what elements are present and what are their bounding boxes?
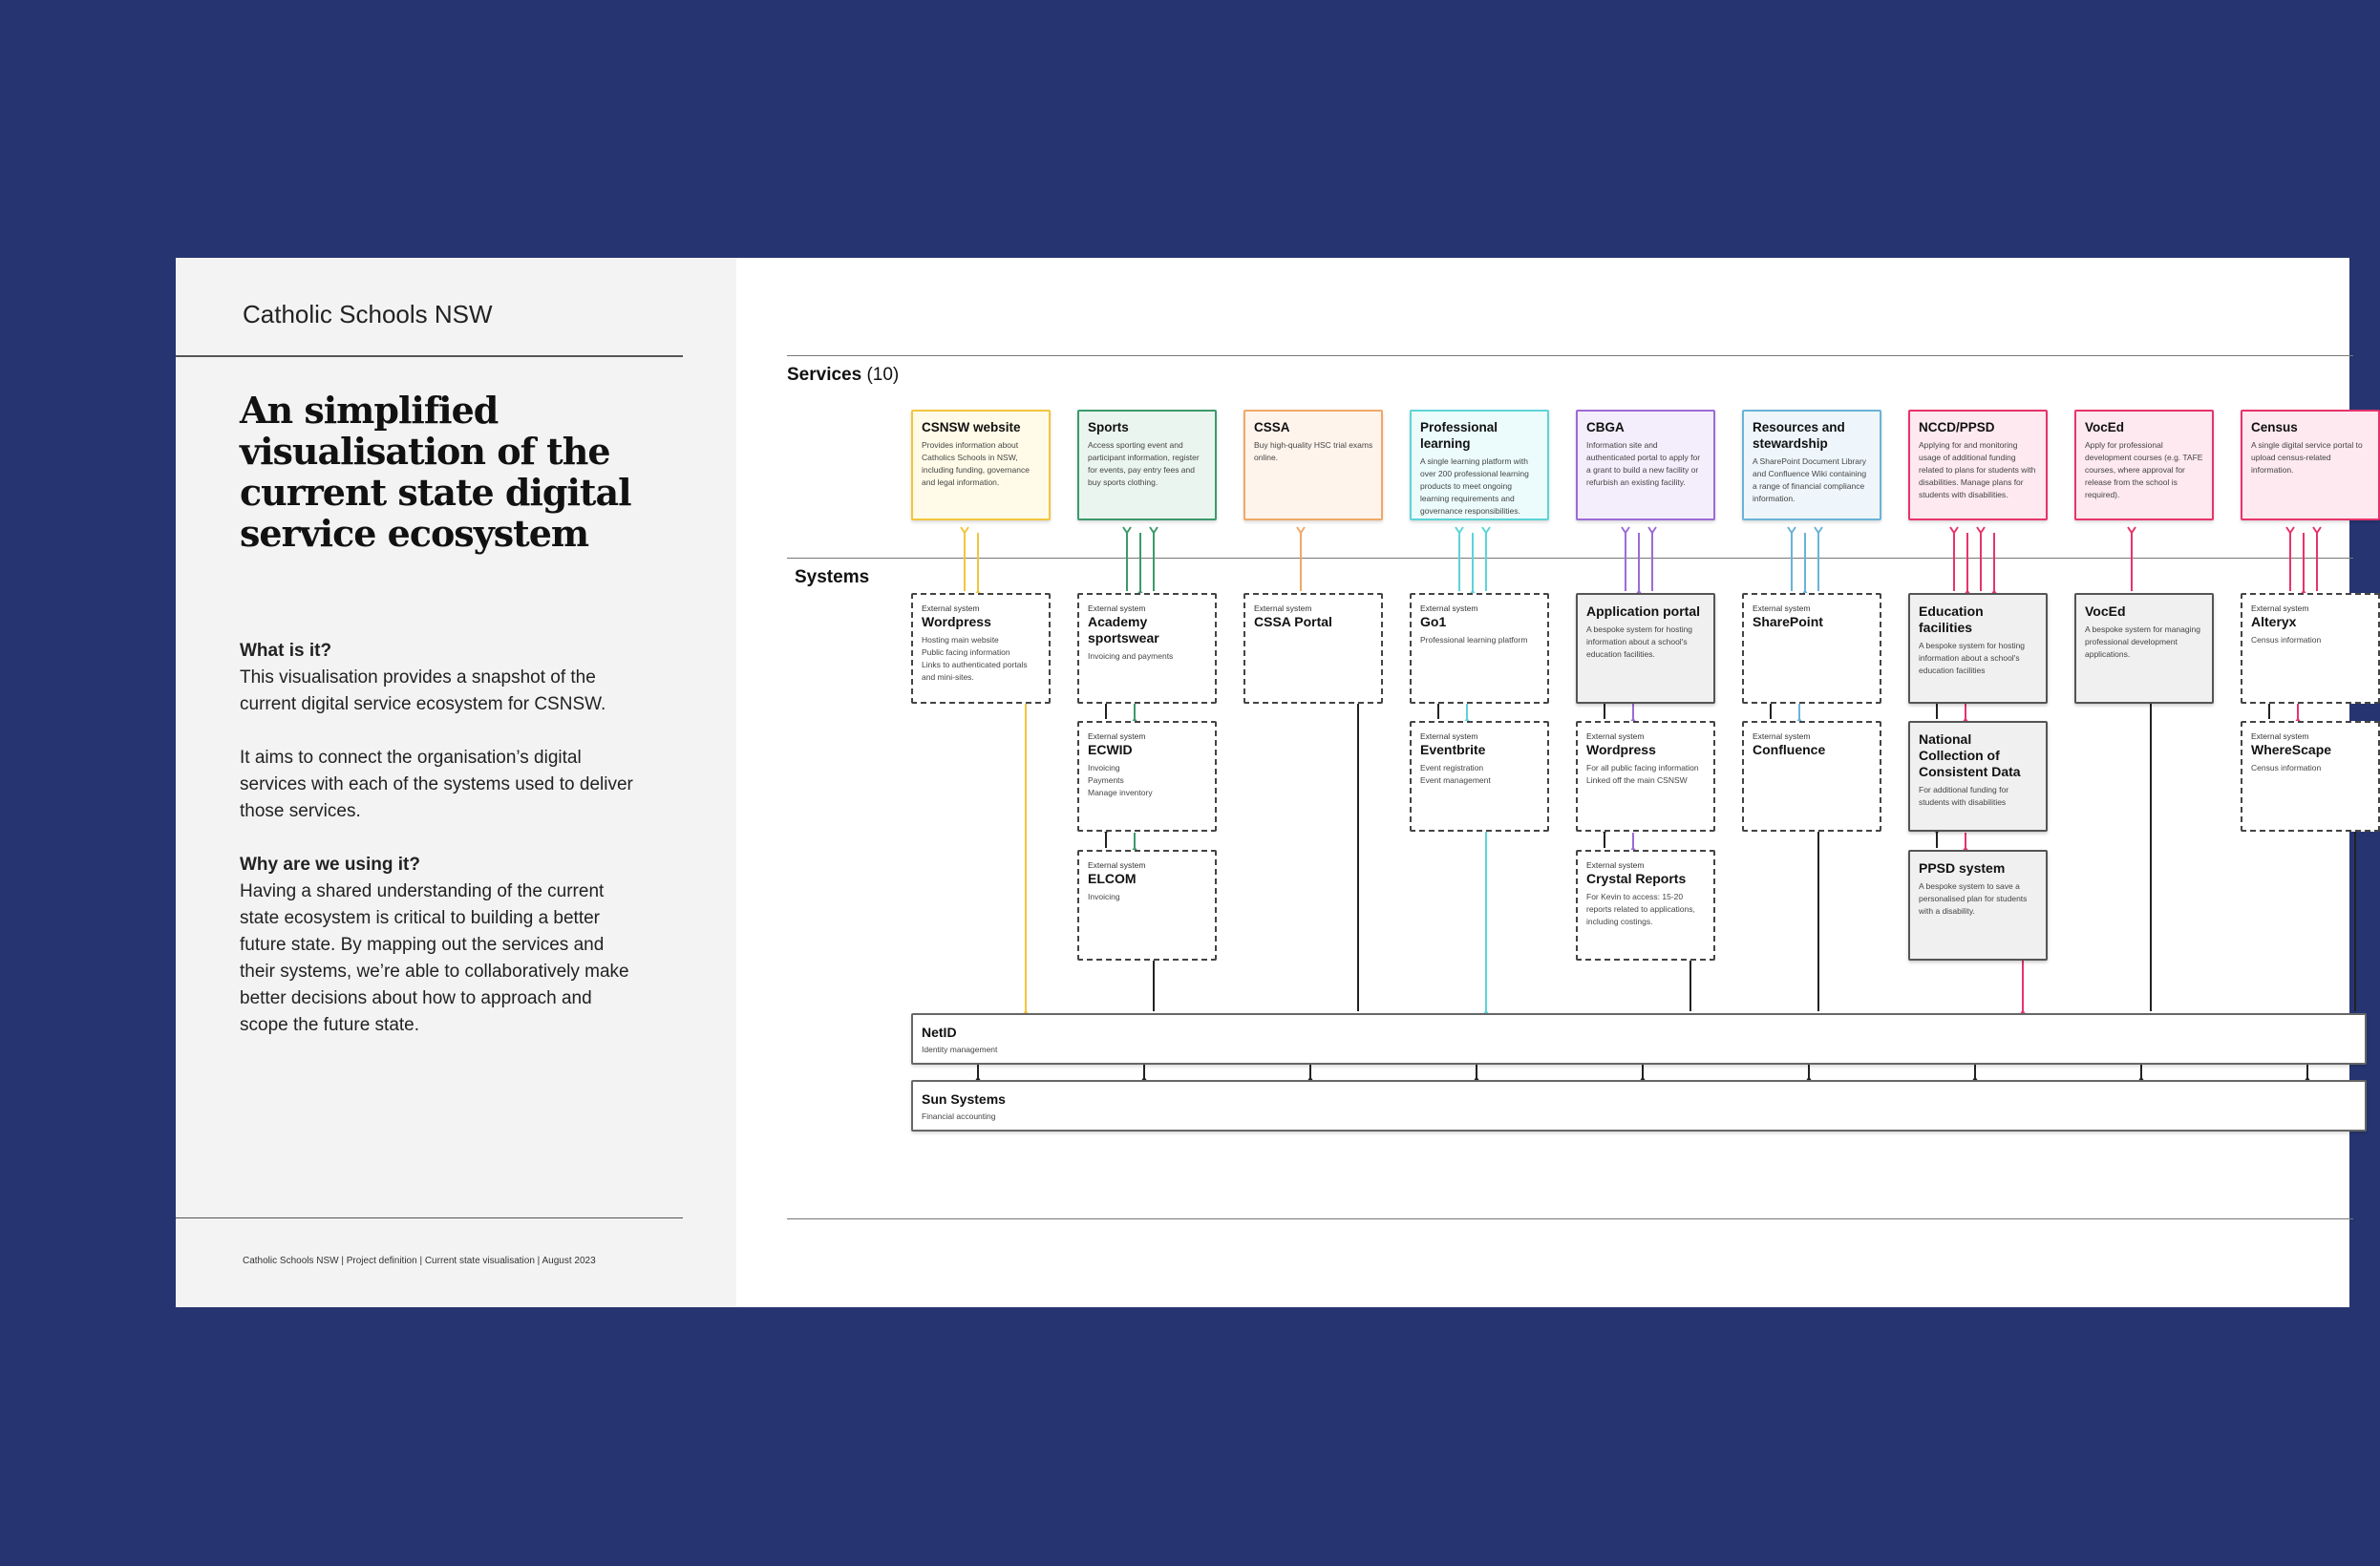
service-desc: Access sporting event and participant information, register for events, pay entry fees and buy sports clothing. bbox=[1088, 440, 1200, 487]
slide bbox=[176, 258, 2363, 1307]
service-title: CBGA bbox=[1586, 420, 1625, 434]
service-desc: Apply for professional development courses (e.g. TAFE courses, where approval for release from the school is required). bbox=[2085, 440, 2203, 499]
system-desc: For all public facing information Linked off the main CSNSW bbox=[1586, 763, 1699, 785]
service-desc: A SharePoint Document Library and Confluence Wiki containing a range of financial compliance information. bbox=[1753, 456, 1867, 503]
service-card[interactable] bbox=[911, 410, 1051, 520]
shared-title: NetID bbox=[922, 1025, 957, 1040]
services-count: (10) bbox=[866, 365, 900, 385]
system-title: Application portal bbox=[1586, 603, 1700, 619]
arrow-head bbox=[1456, 527, 1463, 533]
system-title: Eventbrite bbox=[1420, 742, 1486, 757]
divider bbox=[787, 1218, 2353, 1219]
system-desc: Invoicing bbox=[1088, 892, 1120, 901]
system-card[interactable] bbox=[1576, 593, 1715, 704]
system-tag: External system bbox=[1088, 860, 1146, 870]
system-title: SharePoint bbox=[1753, 614, 1823, 629]
system-tag: External system bbox=[1420, 731, 1478, 741]
system-desc: Invoicing Payments Manage inventory bbox=[1088, 763, 1153, 797]
arrow-head bbox=[1297, 527, 1305, 533]
system-card[interactable] bbox=[1410, 593, 1549, 704]
why-heading: Why are we using it? bbox=[240, 855, 420, 875]
system-desc: For Kevin to access: 15-20 reports related to applications, including costings. bbox=[1586, 892, 1695, 926]
system-desc: A bespoke system for managing professional development applications. bbox=[2085, 624, 2200, 659]
system-card[interactable] bbox=[2241, 721, 2380, 832]
system-tag: External system bbox=[1420, 603, 1478, 613]
system-title: Education facilities bbox=[1919, 603, 1984, 635]
system-card[interactable] bbox=[1243, 593, 1383, 704]
system-card[interactable] bbox=[1576, 850, 1715, 961]
system-card[interactable] bbox=[1576, 721, 1715, 832]
why-p1: Having a shared understanding of the current state ecosystem is critical to building a better future state. By mapping out the services and their systems, we’re able to collaboratively make better decisions about how to approach and scope the future state. bbox=[240, 881, 629, 1035]
system-card[interactable] bbox=[1908, 721, 2048, 832]
divider bbox=[176, 355, 683, 357]
arrow-head bbox=[1123, 527, 1131, 533]
system-title: Wordpress bbox=[922, 614, 991, 629]
system-desc: Census information bbox=[2251, 635, 2322, 645]
services-label-text: Services bbox=[787, 365, 862, 385]
divider bbox=[787, 558, 2353, 559]
service-card[interactable] bbox=[1243, 410, 1383, 520]
system-card[interactable] bbox=[2241, 593, 2380, 704]
system-card[interactable] bbox=[1908, 593, 2048, 704]
system-tag: External system bbox=[1586, 731, 1645, 741]
system-title: ECWID bbox=[1088, 742, 1133, 757]
system-title: Academy sportswear bbox=[1088, 614, 1159, 645]
divider bbox=[787, 355, 2353, 356]
footer: Catholic Schools NSW | Project definition | Current state visualisation | August 2023 bbox=[243, 1256, 596, 1266]
system-desc: A bespoke system for hosting information about a school's education facilities. bbox=[1586, 624, 1693, 659]
systems-label: Systems bbox=[795, 567, 870, 587]
system-desc: Census information bbox=[2251, 763, 2322, 772]
service-title: CSSA bbox=[1254, 420, 1290, 434]
arrow-head bbox=[1950, 527, 1958, 533]
system-title: Alteryx bbox=[2251, 614, 2297, 629]
service-card[interactable] bbox=[1410, 410, 1549, 520]
what-p1: This visualisation provides a snapshot of the current digital service ecosystem for CSNSW. bbox=[240, 667, 606, 714]
system-title: CSSA Portal bbox=[1254, 614, 1332, 629]
arrow-head bbox=[1815, 527, 1822, 533]
what-section bbox=[240, 638, 641, 1066]
system-tag: External system bbox=[1753, 731, 1811, 741]
service-title: Sports bbox=[1088, 420, 1129, 434]
system-title: PPSD system bbox=[1919, 860, 2006, 876]
system-tag: External system bbox=[1254, 603, 1312, 613]
system-card[interactable] bbox=[1077, 850, 1217, 961]
brand: Catholic Schools NSW bbox=[243, 300, 493, 328]
arrow-head bbox=[1648, 527, 1656, 533]
service-title: NCCD/PPSD bbox=[1919, 420, 1995, 434]
system-title: Confluence bbox=[1753, 742, 1826, 757]
system-card[interactable] bbox=[1742, 721, 1881, 832]
system-card[interactable] bbox=[1410, 721, 1549, 832]
service-title: Professional learning bbox=[1420, 420, 1498, 451]
arrow-head bbox=[1977, 527, 1985, 533]
shared-title: Sun Systems bbox=[922, 1091, 1006, 1107]
arrow-head bbox=[961, 527, 968, 533]
system-desc: Invoicing and payments bbox=[1088, 651, 1174, 661]
shared-system-sun bbox=[911, 1080, 2367, 1132]
system-title: WhereScape bbox=[2251, 742, 2332, 757]
service-title: VocEd bbox=[2085, 420, 2125, 434]
service-desc: Buy high-quality HSC trial exams online. bbox=[1254, 440, 1373, 462]
system-card[interactable] bbox=[1742, 593, 1881, 704]
system-title: Wordpress bbox=[1586, 742, 1656, 757]
system-title: Go1 bbox=[1420, 614, 1447, 629]
system-tag: External system bbox=[2251, 731, 2309, 741]
system-desc: Event registration Event management bbox=[1420, 763, 1491, 785]
service-title: Resources and stewardship bbox=[1753, 420, 1845, 451]
service-desc: A single digital service portal to upload census-related information. bbox=[2251, 440, 2363, 475]
system-card[interactable] bbox=[1908, 850, 2048, 961]
arrow-head bbox=[1482, 527, 1490, 533]
system-tag: External system bbox=[1088, 603, 1146, 613]
what-p2: It aims to connect the organisation’s digital services with each of the systems used to deliver those services. bbox=[240, 748, 633, 821]
arrow-head bbox=[2313, 527, 2321, 533]
system-card[interactable] bbox=[2074, 593, 2214, 704]
system-tag: External system bbox=[2251, 603, 2309, 613]
system-desc: A bespoke system to save a personalised plan for students with a disability. bbox=[1919, 881, 2028, 916]
shared-system-netid bbox=[911, 1013, 2367, 1065]
system-title: National Collection of Consistent Data bbox=[1919, 731, 2021, 779]
shared-desc: Identity management bbox=[922, 1045, 998, 1054]
service-desc: A single learning platform with over 200 professional learning products to meet ongoing learning requirements and governance responsibilities. bbox=[1420, 456, 1529, 516]
system-desc: Hosting main website Public facing information Links to authenticated portals and mini-sites. bbox=[922, 635, 1028, 682]
system-desc: For additional funding for students with disabilities bbox=[1919, 785, 2009, 807]
system-tag: External system bbox=[1586, 860, 1645, 870]
arrow-head bbox=[2286, 527, 2294, 533]
page-title: An simplified visualisation of the current state digital service ecosystem bbox=[240, 389, 631, 555]
system-card[interactable] bbox=[1077, 593, 1217, 704]
service-card[interactable] bbox=[2074, 410, 2214, 520]
system-tag: External system bbox=[1753, 603, 1811, 613]
service-card[interactable] bbox=[1077, 410, 1217, 520]
service-title: CSNSW website bbox=[922, 420, 1021, 434]
system-tag: External system bbox=[1088, 731, 1146, 741]
service-card[interactable] bbox=[2241, 410, 2380, 520]
service-card[interactable] bbox=[1742, 410, 1881, 520]
service-card[interactable] bbox=[1576, 410, 1715, 520]
service-desc: Information site and authenticated portal to apply for a grant to build a new facility or refurbish an existing facility. bbox=[1586, 440, 1701, 487]
system-card[interactable] bbox=[911, 593, 1051, 704]
system-title: Crystal Reports bbox=[1586, 871, 1687, 886]
arrow-head bbox=[1622, 527, 1629, 533]
service-title: Census bbox=[2251, 420, 2298, 434]
arrow-head bbox=[2128, 527, 2136, 533]
system-card[interactable] bbox=[1077, 721, 1217, 832]
service-desc: Provides information about Catholics Schools in NSW, including funding, governance and legal information. bbox=[922, 440, 1030, 487]
left-panel bbox=[176, 258, 736, 1307]
service-desc: Applying for and monitoring usage of additional funding related to plans for students with disabilities. Manage plans for students with disabilities. bbox=[1919, 440, 2036, 499]
arrow-head bbox=[1788, 527, 1796, 533]
system-tag: External system bbox=[922, 603, 980, 613]
system-title: VocEd bbox=[2085, 603, 2126, 619]
what-heading: What is it? bbox=[240, 641, 332, 661]
services-label bbox=[787, 365, 899, 386]
arrow-head bbox=[1150, 527, 1158, 533]
system-desc: Professional learning platform bbox=[1420, 635, 1528, 645]
service-card[interactable] bbox=[1908, 410, 2048, 520]
divider bbox=[176, 1217, 683, 1218]
shared-desc: Financial accounting bbox=[922, 1111, 996, 1121]
system-desc: A bespoke system for hosting information about a school's education facilities bbox=[1919, 641, 2026, 675]
system-title: ELCOM bbox=[1088, 871, 1137, 886]
